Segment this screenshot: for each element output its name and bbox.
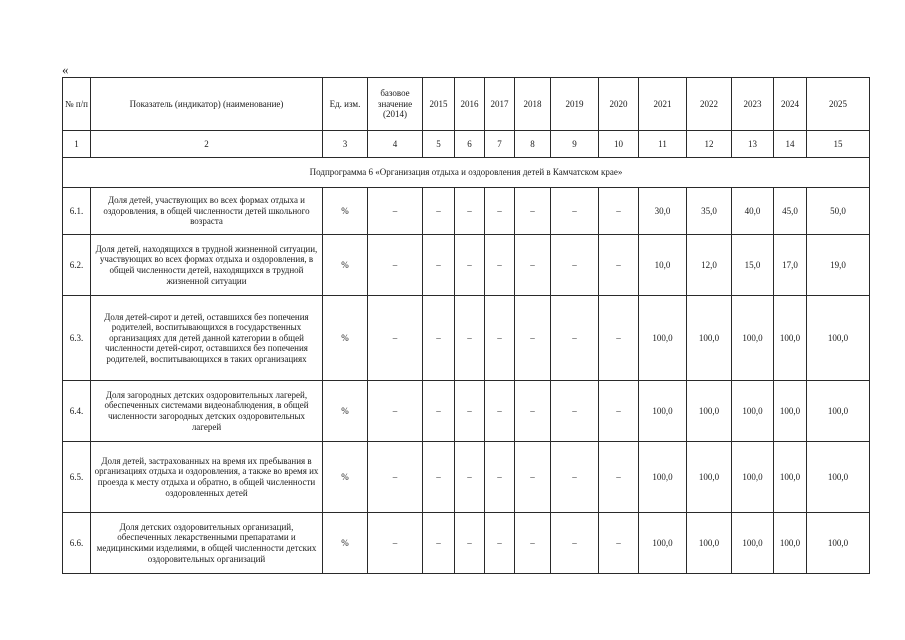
value-cell: 10,0 — [639, 235, 687, 296]
value-cell: – — [423, 235, 455, 296]
value-cell: 100,0 — [807, 442, 870, 513]
value-cell: 19,0 — [807, 235, 870, 296]
value-cell: – — [423, 296, 455, 381]
row-number: 6.3. — [63, 296, 91, 381]
header-year: 2023 — [732, 78, 774, 131]
indicator-name: Доля детей, застрахованных на время их пребывания в организациях отдыха и оздоровления, а также во время их проезда к месту отдыха и обратно, в общей численности оздоровленных детей — [91, 442, 323, 513]
column-number: 11 — [639, 131, 687, 158]
indicator-name: Доля детей-сирот и детей, оставшихся без попечения родителей, воспитывающихся в государственных организациях для детей данной категории в общей численности детей-сирот, оставшихся без попечения родителей, воспитывающихся в таких организациях — [91, 296, 323, 381]
value-cell: – — [423, 442, 455, 513]
value-cell: – — [515, 442, 551, 513]
value-cell: – — [599, 296, 639, 381]
row-number: 6.5. — [63, 442, 91, 513]
table-row — [63, 442, 870, 513]
header-year: 2017 — [485, 78, 515, 131]
table-body — [63, 78, 870, 574]
header-year: 2018 — [515, 78, 551, 131]
unit-cell: % — [323, 513, 368, 574]
column-number: 15 — [807, 131, 870, 158]
value-cell: – — [485, 188, 515, 235]
unit-cell: % — [323, 381, 368, 442]
header-unit: Ед. изм. — [323, 78, 368, 131]
header-year: 2015 — [423, 78, 455, 131]
value-cell: 17,0 — [774, 235, 807, 296]
value-cell: – — [455, 381, 485, 442]
value-cell: 35,0 — [687, 188, 732, 235]
header-year: 2022 — [687, 78, 732, 131]
header-row — [63, 78, 870, 131]
unit-cell: % — [323, 442, 368, 513]
column-number: 13 — [732, 131, 774, 158]
table-row — [63, 296, 870, 381]
value-cell: – — [551, 188, 599, 235]
opening-quote-mark: « — [62, 62, 69, 77]
value-cell: 50,0 — [807, 188, 870, 235]
row-number: 6.6. — [63, 513, 91, 574]
row-number: 6.4. — [63, 381, 91, 442]
value-cell: – — [485, 296, 515, 381]
header-year: 2020 — [599, 78, 639, 131]
value-cell: – — [368, 442, 423, 513]
header-year: 2024 — [774, 78, 807, 131]
column-number: 9 — [551, 131, 599, 158]
value-cell: 100,0 — [732, 381, 774, 442]
column-number: 12 — [687, 131, 732, 158]
value-cell: 12,0 — [687, 235, 732, 296]
value-cell: 100,0 — [807, 296, 870, 381]
table-row — [63, 513, 870, 574]
value-cell: – — [485, 381, 515, 442]
table-row — [63, 188, 870, 235]
value-cell: 100,0 — [687, 442, 732, 513]
value-cell: 100,0 — [732, 513, 774, 574]
value-cell: – — [515, 188, 551, 235]
column-number: 2 — [91, 131, 323, 158]
value-cell: 100,0 — [807, 513, 870, 574]
value-cell: – — [515, 235, 551, 296]
value-cell: – — [515, 296, 551, 381]
value-cell: – — [368, 188, 423, 235]
column-number: 3 — [323, 131, 368, 158]
column-number: 1 — [63, 131, 91, 158]
value-cell: – — [551, 381, 599, 442]
column-number: 8 — [515, 131, 551, 158]
unit-cell: % — [323, 296, 368, 381]
value-cell: – — [599, 235, 639, 296]
value-cell: 45,0 — [774, 188, 807, 235]
value-cell: – — [455, 235, 485, 296]
column-number-row — [63, 131, 870, 158]
header-base-value: базовое значение (2014) — [368, 78, 423, 131]
indicator-name: Доля детей, находящихся в трудной жизненной ситуации, участвующих во всех формах отдыха и оздоровления, в общей численности детей, находящихся в трудной жизненной ситуации — [91, 235, 323, 296]
subprogram-row — [63, 158, 870, 188]
value-cell: – — [368, 296, 423, 381]
value-cell: – — [485, 235, 515, 296]
value-cell: – — [551, 296, 599, 381]
value-cell: 100,0 — [732, 442, 774, 513]
header-year: 2021 — [639, 78, 687, 131]
header-year: 2016 — [455, 78, 485, 131]
value-cell: – — [599, 188, 639, 235]
value-cell: 40,0 — [732, 188, 774, 235]
unit-cell: % — [323, 188, 368, 235]
value-cell: – — [368, 235, 423, 296]
value-cell: 100,0 — [774, 442, 807, 513]
value-cell: – — [455, 188, 485, 235]
value-cell: – — [455, 296, 485, 381]
indicator-name: Доля детей, участвующих во всех формах отдыха и оздоровления, в общей численности детей школьного возраста — [91, 188, 323, 235]
column-number: 6 — [455, 131, 485, 158]
value-cell: – — [599, 442, 639, 513]
value-cell: – — [485, 513, 515, 574]
column-number: 7 — [485, 131, 515, 158]
value-cell: – — [599, 381, 639, 442]
value-cell: – — [515, 381, 551, 442]
value-cell: 100,0 — [639, 296, 687, 381]
value-cell: – — [368, 381, 423, 442]
unit-cell: % — [323, 235, 368, 296]
value-cell: 100,0 — [774, 296, 807, 381]
table-row — [63, 235, 870, 296]
indicator-name: Доля загородных детских оздоровительных лагерей, обеспеченных системами видеонаблюдения, в общей численности загородных детских оздоровительных лагерей — [91, 381, 323, 442]
value-cell: – — [551, 235, 599, 296]
value-cell: 15,0 — [732, 235, 774, 296]
value-cell: – — [455, 442, 485, 513]
value-cell: – — [599, 513, 639, 574]
value-cell: – — [423, 381, 455, 442]
value-cell: 100,0 — [732, 296, 774, 381]
value-cell: 100,0 — [639, 513, 687, 574]
value-cell: 100,0 — [687, 296, 732, 381]
value-cell: – — [423, 188, 455, 235]
value-cell: 100,0 — [687, 513, 732, 574]
value-cell: – — [515, 513, 551, 574]
header-num: № п/п — [63, 78, 91, 131]
column-number: 14 — [774, 131, 807, 158]
value-cell: 100,0 — [807, 381, 870, 442]
value-cell: 100,0 — [774, 381, 807, 442]
value-cell: – — [455, 513, 485, 574]
header-year: 2025 — [807, 78, 870, 131]
value-cell: 100,0 — [639, 442, 687, 513]
value-cell: 100,0 — [639, 381, 687, 442]
column-number: 10 — [599, 131, 639, 158]
table-row — [63, 381, 870, 442]
value-cell: – — [551, 442, 599, 513]
subprogram-title: Подпрограмма 6 «Организация отдыха и оздоровления детей в Камчатском крае» — [63, 158, 870, 188]
header-year: 2019 — [551, 78, 599, 131]
value-cell: – — [485, 442, 515, 513]
value-cell: – — [368, 513, 423, 574]
value-cell: 100,0 — [687, 381, 732, 442]
row-number: 6.2. — [63, 235, 91, 296]
row-number: 6.1. — [63, 188, 91, 235]
indicator-name: Доля детских оздоровительных организаций, обеспеченных лекарственными препаратами и медицинскими изделиями, в общей численности детских оздоровительных организаций — [91, 513, 323, 574]
column-number: 5 — [423, 131, 455, 158]
indicators-table — [62, 77, 870, 574]
header-indicator: Показатель (индикатор) (наименование) — [91, 78, 323, 131]
value-cell: – — [551, 513, 599, 574]
value-cell: 100,0 — [774, 513, 807, 574]
value-cell: – — [423, 513, 455, 574]
column-number: 4 — [368, 131, 423, 158]
value-cell: 30,0 — [639, 188, 687, 235]
